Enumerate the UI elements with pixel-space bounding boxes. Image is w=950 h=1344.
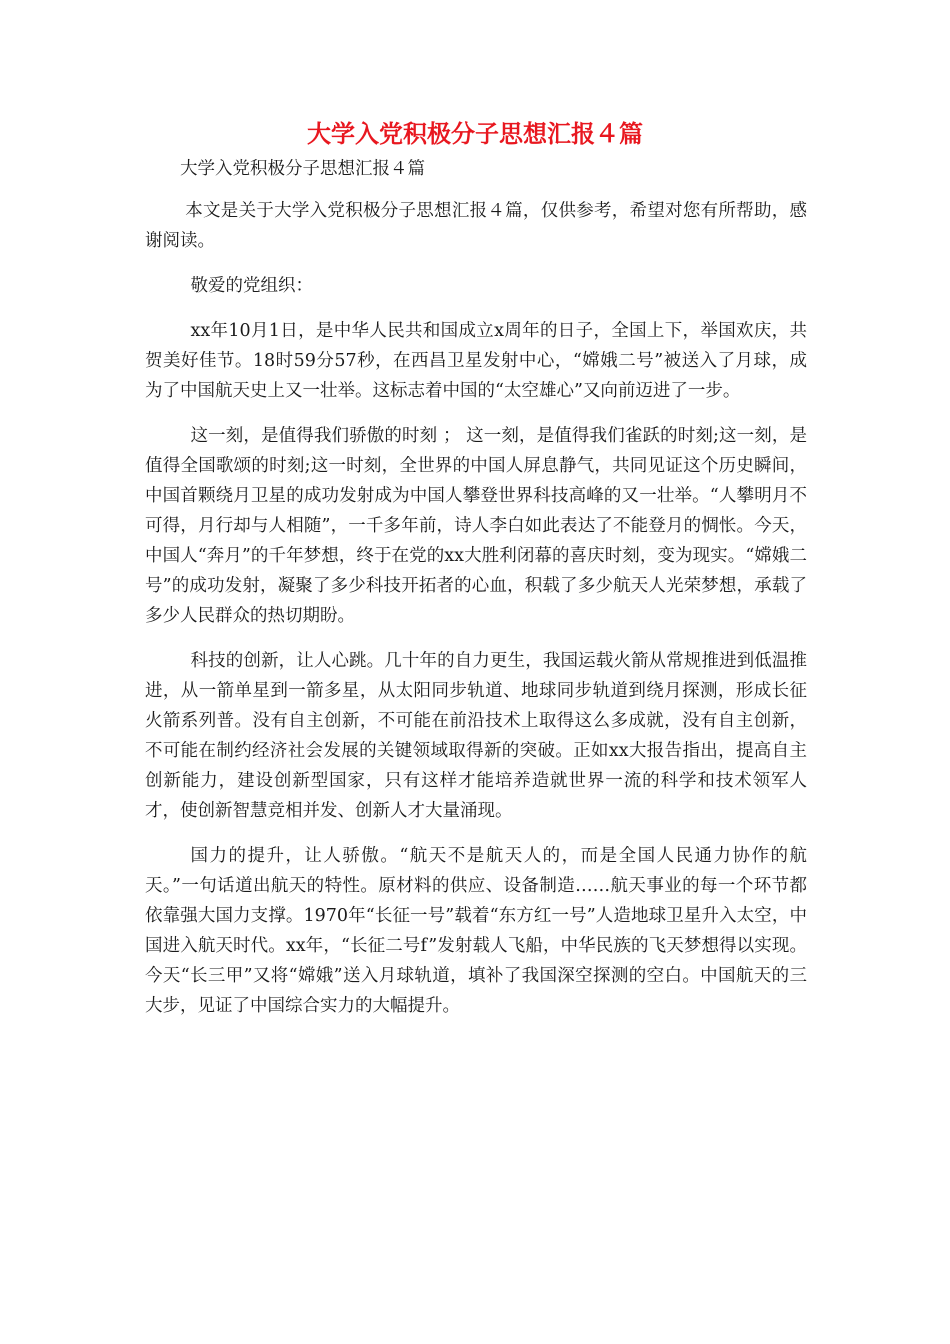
salutation: 敬爱的党组织： <box>190 276 313 296</box>
body-paragraph: 国力的提升，让人骄傲。“航天不是航天人的，而是全国人民通力协作的航天。”一句话道出航天的特性。原材料的供应、设备制造……航天事业的每一个环节都依靠强大国力支撑。1970年“长征一号”载着“东方红一号”人造地球卫星升入太空，中国进入航天时代。xx年，“长征二号f”发射载人飞船，中华民族的飞天梦想得以实现。今天“长三甲”又将“嫦娥”送入月球轨道，填补了我国深空探测的空白。中国航天的三大步，见证了中国综合实力的大幅提升。 <box>145 846 807 1016</box>
intro-paragraph: 本文是关于大学入党积极分子思想汇报４篇，仅供参考，希望对您有所帮助，感谢阅读。 <box>145 201 807 251</box>
body-paragraph: 科技的创新，让人心跳。几十年的自力更生，我国运载火箭从常规推进到低温推进，从一箭单星到一箭多星，从太阳同步轨道、地球同步轨道到绕月探测，形成长征火箭系列普。没有自主创新，不可能在前沿技术上取得这么多成就，没有自主创新，不可能在制约经济社会发展的关键领域取得新的突破。正如xx大报告指出，提高自主创新能力，建设创新型国家，只有这样才能培养造就世界一流的科学和技术领军人才，使创新智慧竞相并发、创新人才大量涌现。 <box>145 651 807 821</box>
body-paragraph: xx年10月1日，是中华人民共和国成立x周年的日子，全国上下，举国欢庆，共贺美好佳节。18时59分57秒，在西昌卫星发射中心，“嫦娥二号”被送入了月球，成为了中国航天史上又一壮举。这标志着中国的“太空雄心”又向前迈进了一步。 <box>145 321 807 401</box>
document-body <box>145 154 807 1036</box>
body-paragraph: 这一刻，是值得我们骄傲的时刻 ； 这一刻，是值得我们雀跃的时刻;这一刻，是值得全国歌颂的时刻;这一时刻，全世界的中国人屏息静气，共同见证这个历史瞬间，中国首颗绕月卫星的成功发射成为中国人攀登世界科技高峰的又一壮举。“人攀明月不可得，月行却与人相随”，一千多年前，诗人李白如此表达了不能登月的惆怅。今天，中国人“奔月”的千年梦想，终于在党的xx大胜利闭幕的喜庆时刻，变为现实。“嫦娥二号”的成功发射，凝聚了多少科技开拓者的心血，积载了多少航天人光荣梦想，承载了多少人民群众的热切期盼。 <box>145 426 807 626</box>
document-title: 大学入党积极分子思想汇报４篇 <box>307 120 643 148</box>
document-subtitle: 大学入党积极分子思想汇报４篇 <box>180 159 425 179</box>
